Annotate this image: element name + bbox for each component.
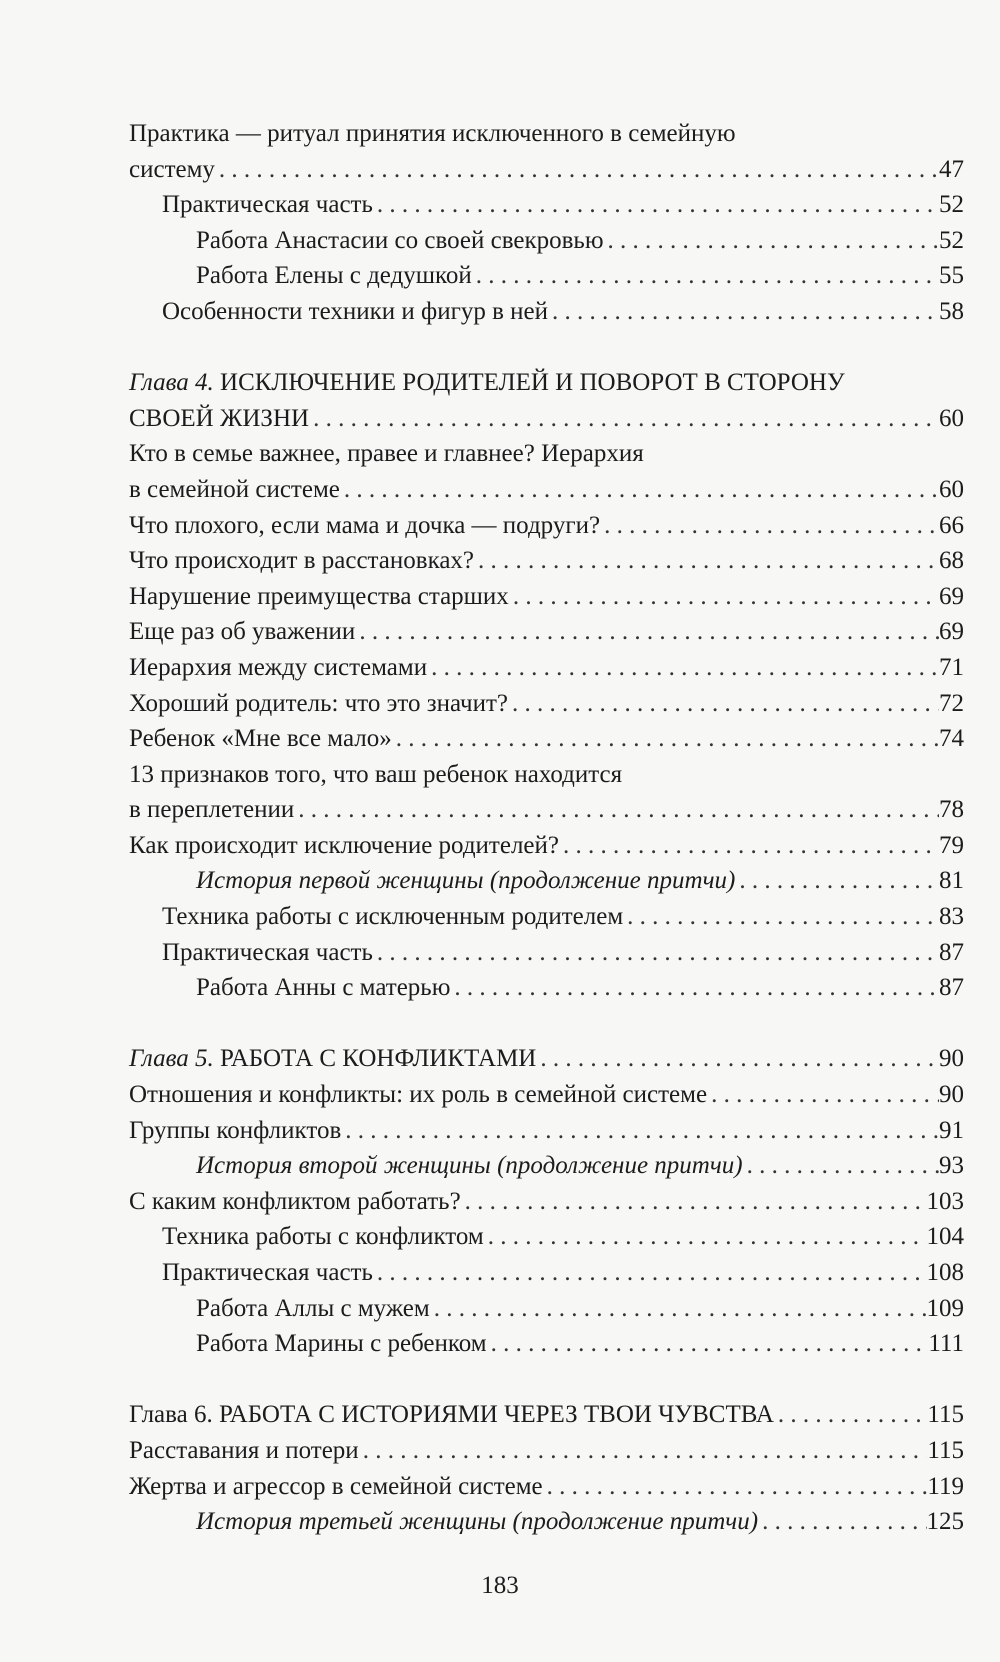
toc-entry bbox=[129, 1504, 964, 1540]
dot-leader bbox=[359, 1433, 928, 1469]
toc-page-number: 87 bbox=[939, 938, 964, 966]
dot-leader bbox=[774, 1397, 928, 1433]
toc-entry bbox=[129, 1397, 964, 1433]
toc-entry-title bbox=[129, 1397, 774, 1433]
toc-page-number: 115 bbox=[927, 1436, 964, 1464]
toc-page-number: 103 bbox=[926, 1187, 964, 1215]
toc-page-number: 87 bbox=[939, 974, 964, 1002]
toc-page-number: 109 bbox=[926, 1294, 964, 1322]
dot-leader bbox=[623, 899, 939, 935]
chapter-label: Глава 5. bbox=[129, 1045, 214, 1073]
toc-entry-title-text: Работа Аллы с мужем bbox=[196, 1294, 430, 1322]
toc-entry-title bbox=[129, 401, 309, 437]
toc-page-number: 81 bbox=[939, 867, 964, 895]
toc-entry-title bbox=[196, 258, 472, 294]
toc-entry-title-text: Работа Анастасии со своей свекровью bbox=[196, 226, 604, 254]
toc-chapter-entry bbox=[129, 1041, 964, 1077]
toc-page-number: 93 bbox=[939, 1152, 964, 1180]
toc-entry-title bbox=[129, 792, 294, 828]
toc-entry-title-text: Техника работы с конфликтом bbox=[162, 1223, 484, 1251]
toc-entry bbox=[129, 1291, 964, 1327]
toc-entry-title-line bbox=[129, 757, 964, 793]
toc-entry bbox=[129, 650, 964, 686]
toc-entry bbox=[129, 614, 964, 650]
toc-entry-title-text: Жертва и агрессор в семейной системе bbox=[129, 1472, 543, 1500]
toc-entry-title-text: Нарушение преимущества старших bbox=[129, 582, 509, 610]
toc-entry-title bbox=[162, 935, 373, 971]
toc-entry-title-text: Отношения и конфликты: их роль в семейной системе bbox=[129, 1081, 708, 1109]
toc-entry-title-text: Работа Марины с ребенком bbox=[196, 1330, 487, 1358]
toc-entry-title-text: систему bbox=[129, 155, 215, 183]
toc-entry bbox=[129, 1255, 964, 1291]
dot-leader bbox=[373, 935, 939, 971]
toc-entry bbox=[129, 1113, 964, 1149]
dot-leader bbox=[340, 472, 939, 508]
toc-entry bbox=[129, 223, 964, 259]
toc-entry bbox=[129, 721, 964, 757]
toc-entry-title-text: История третьей женщины (продолжение притчи) bbox=[196, 1508, 759, 1536]
toc-entry-title bbox=[129, 543, 474, 579]
toc-entry-title bbox=[129, 152, 215, 188]
toc-entry-title-text: Что плохого, если мама и дочка — подруги? bbox=[129, 511, 601, 539]
toc-entry bbox=[129, 1326, 964, 1362]
toc-page-number: 108 bbox=[926, 1259, 964, 1286]
toc-entry bbox=[129, 899, 964, 935]
toc-entry-title-text: Хороший родитель: что это значит? bbox=[129, 689, 509, 717]
toc-entry-title-text: Практическая часть bbox=[162, 191, 373, 219]
toc-entry bbox=[129, 1148, 964, 1184]
toc-page-number: 68 bbox=[939, 547, 964, 575]
toc-entry-title bbox=[129, 579, 509, 615]
toc-entry bbox=[129, 258, 964, 294]
dot-leader bbox=[487, 1326, 929, 1362]
toc-entry-title bbox=[129, 614, 355, 650]
toc-page-number: 78 bbox=[939, 796, 964, 824]
toc-entry-title-text: Практическая часть bbox=[162, 1259, 373, 1286]
toc-entry-title bbox=[129, 1041, 536, 1077]
toc-page-number: 74 bbox=[939, 725, 964, 753]
dot-leader bbox=[215, 152, 939, 188]
toc-entry-title-text: История первой женщины (продолжение притчи) bbox=[196, 867, 736, 895]
toc-page-number: 125 bbox=[926, 1508, 964, 1536]
toc-entry-title bbox=[129, 1469, 543, 1505]
toc-entry-title bbox=[129, 1077, 707, 1113]
dot-leader bbox=[509, 579, 939, 615]
toc-entry bbox=[129, 1219, 964, 1255]
toc-entry-title bbox=[162, 1255, 373, 1291]
toc-entry-title-text: Группы конфликтов bbox=[129, 1116, 342, 1144]
toc-entry-title bbox=[129, 472, 340, 508]
toc-page-number: 91 bbox=[939, 1116, 964, 1144]
toc-entry bbox=[129, 863, 964, 899]
toc-entry-title bbox=[162, 294, 548, 330]
toc-entry-title-text: Практическая часть bbox=[162, 938, 373, 966]
toc-entry bbox=[129, 1077, 964, 1113]
dot-leader bbox=[461, 1184, 927, 1220]
toc-entry-title bbox=[196, 1504, 758, 1540]
toc-page-number: 111 bbox=[928, 1330, 964, 1358]
dot-leader bbox=[309, 401, 939, 437]
dot-leader bbox=[707, 1077, 939, 1113]
toc-page-number: 83 bbox=[939, 903, 964, 931]
toc-entry-title bbox=[129, 686, 508, 722]
toc-entry bbox=[129, 543, 964, 579]
toc-page-number: 71 bbox=[939, 653, 964, 681]
toc-entry-title bbox=[129, 508, 600, 544]
dot-leader bbox=[472, 258, 939, 294]
toc-page-number: 72 bbox=[939, 689, 964, 717]
toc-page-number: 55 bbox=[939, 262, 964, 290]
toc-entry-title-text: Как происходит исключение родителей? bbox=[129, 831, 560, 859]
toc-page-number: 52 bbox=[939, 226, 964, 254]
toc-entry-title-text: 13 признаков того, что ваш ребенок находится bbox=[129, 760, 623, 788]
dot-leader bbox=[743, 1148, 939, 1184]
toc-entry-title bbox=[129, 1433, 359, 1469]
table-of-contents bbox=[129, 116, 964, 1540]
toc-entry-title-text: в семейной системе bbox=[129, 475, 340, 503]
toc-entry-title-line bbox=[129, 116, 964, 152]
dot-leader bbox=[341, 1113, 939, 1149]
toc-entry-title-text: Что происходит в расстановках? bbox=[129, 547, 475, 575]
chapter-label: Глава 4. bbox=[129, 369, 214, 397]
toc-entry-title-text: История второй женщины (продолжение притчи) bbox=[196, 1152, 743, 1180]
toc-entry bbox=[129, 508, 964, 544]
toc-entry-title bbox=[162, 187, 373, 223]
toc-entry-title-text: С каким конфликтом работать? bbox=[129, 1187, 461, 1215]
toc-entry bbox=[129, 757, 964, 828]
dot-leader bbox=[427, 650, 939, 686]
toc-page-number: 104 bbox=[926, 1223, 964, 1251]
dot-leader bbox=[294, 792, 939, 828]
dot-leader bbox=[758, 1504, 926, 1540]
toc-entry bbox=[129, 1433, 964, 1469]
toc-chapter-entry bbox=[129, 365, 964, 436]
toc-entry-title-line bbox=[129, 436, 964, 472]
toc-entry-title bbox=[162, 899, 623, 935]
toc-entry bbox=[129, 187, 964, 223]
toc-entry-title-text: Практика — ритуал принятия исключенного в семейную bbox=[129, 120, 736, 147]
toc-entry-title-line bbox=[129, 365, 964, 401]
dot-leader bbox=[430, 1291, 927, 1327]
toc-entry bbox=[129, 436, 964, 507]
toc-entry-title bbox=[129, 1113, 341, 1149]
page-number: 183 bbox=[481, 1572, 519, 1599]
toc-entry-title-text: Еще раз об уважении bbox=[129, 618, 356, 646]
toc-entry bbox=[129, 294, 964, 330]
toc-entry bbox=[129, 116, 964, 187]
toc-entry-title bbox=[196, 970, 450, 1006]
toc-page-number: 90 bbox=[939, 1045, 964, 1073]
toc-entry-title-text: РАБОТА С КОНФЛИКТАМИ bbox=[213, 1045, 537, 1073]
toc-entry-title bbox=[129, 1184, 461, 1220]
toc-page-number: 115 bbox=[927, 1401, 964, 1429]
toc-entry-title-text: Глава 6. РАБОТА С ИСТОРИЯМИ ЧЕРЕЗ ТВОИ ЧУВСТВА bbox=[129, 1401, 774, 1429]
dot-leader bbox=[474, 543, 939, 579]
toc-entry bbox=[129, 1469, 964, 1505]
dot-leader bbox=[600, 508, 939, 544]
toc-entry-title-text: Работа Елены с дедушкой bbox=[196, 262, 472, 290]
toc-entry-title-text: ИСКЛЮЧЕНИЕ РОДИТЕЛЕЙ И ПОВОРОТ В СТОРОНУ bbox=[213, 369, 845, 397]
toc-entry-title bbox=[129, 650, 427, 686]
toc-entry bbox=[129, 579, 964, 615]
toc-entry-title bbox=[129, 721, 392, 757]
toc-entry-title-text: Иерархия между системами bbox=[129, 653, 428, 681]
dot-leader bbox=[392, 721, 939, 757]
toc-entry-title bbox=[129, 828, 559, 864]
toc-entry bbox=[129, 1184, 964, 1220]
toc-entry-title-text: Ребенок «Мне все мало» bbox=[129, 725, 392, 753]
dot-leader bbox=[373, 187, 939, 223]
dot-leader bbox=[559, 828, 939, 864]
toc-entry-title-text: Техника работы с исключенным родителем bbox=[162, 903, 624, 931]
toc-page-number: 119 bbox=[927, 1472, 964, 1500]
toc-page-number: 79 bbox=[939, 831, 964, 859]
dot-leader bbox=[536, 1041, 939, 1077]
toc-entry-title bbox=[196, 1291, 430, 1327]
toc-entry-title-text: Расставания и потери bbox=[129, 1436, 359, 1464]
dot-leader bbox=[543, 1469, 928, 1505]
toc-page-number: 47 bbox=[939, 155, 964, 183]
toc-entry-title bbox=[196, 1326, 487, 1362]
dot-leader bbox=[735, 863, 939, 899]
toc-page-number: 66 bbox=[939, 511, 964, 539]
toc-entry-title bbox=[162, 1219, 484, 1255]
toc-page-number: 69 bbox=[939, 582, 964, 610]
toc-entry-title bbox=[196, 223, 604, 259]
toc-entry-title-text: в переплетении bbox=[129, 796, 295, 824]
toc-entry-title bbox=[196, 863, 735, 899]
toc-page-number: 52 bbox=[939, 191, 964, 219]
toc-entry-title-text: Работа Анны с матерью bbox=[196, 974, 451, 1002]
dot-leader bbox=[508, 686, 939, 722]
dot-leader bbox=[484, 1219, 927, 1255]
dot-leader bbox=[373, 1255, 927, 1291]
toc-page-number: 60 bbox=[939, 475, 964, 503]
toc-entry bbox=[129, 828, 964, 864]
toc-entry bbox=[129, 970, 964, 1006]
dot-leader bbox=[355, 614, 939, 650]
toc-entry-title bbox=[196, 1148, 743, 1184]
dot-leader bbox=[548, 294, 939, 330]
toc-entry-title-text: СВОЕЙ ЖИЗНИ bbox=[129, 404, 310, 432]
dot-leader bbox=[604, 223, 939, 259]
toc-page-number: 90 bbox=[939, 1081, 964, 1109]
toc-entry bbox=[129, 686, 964, 722]
dot-leader bbox=[450, 970, 939, 1006]
toc-entry-title-text: Кто в семье важнее, правее и главнее? Иерархия bbox=[129, 440, 644, 468]
toc-entry bbox=[129, 935, 964, 971]
toc-page-number: 60 bbox=[939, 404, 964, 432]
toc-page-number: 58 bbox=[939, 297, 964, 325]
toc-entry-title-text: Особенности техники и фигур в ней bbox=[162, 297, 549, 325]
toc-page-number: 69 bbox=[939, 618, 964, 646]
